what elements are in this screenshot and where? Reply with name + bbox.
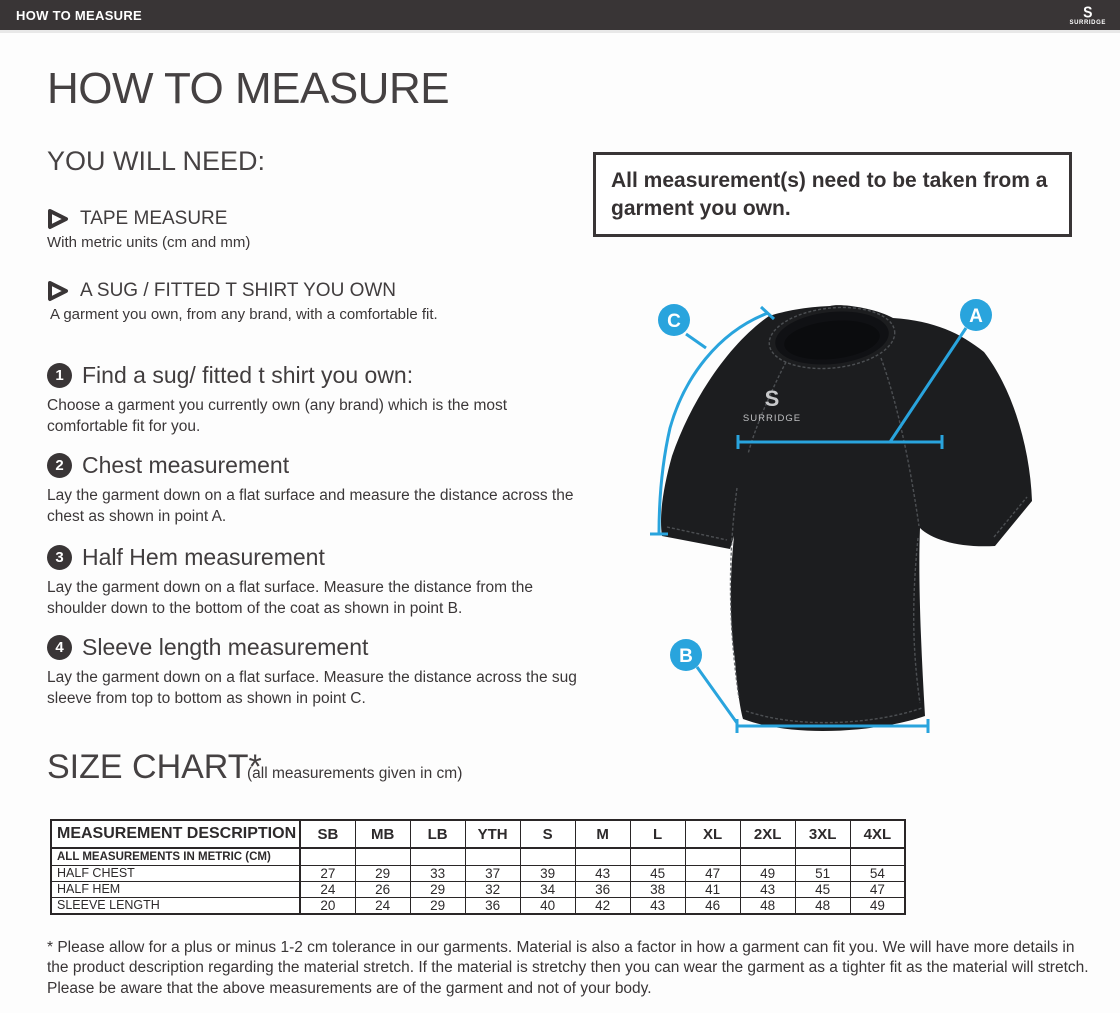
column-header-size: 2XL: [740, 820, 795, 848]
badge-b-label: B: [679, 646, 693, 667]
empty-cell: [630, 848, 685, 865]
triangle-bullet-icon: [47, 280, 69, 302]
table-row: [51, 865, 905, 881]
column-header-size: XL: [685, 820, 740, 848]
need-item-tape-measure: [47, 208, 607, 251]
column-header-size: S: [520, 820, 575, 848]
t-shirt-illustration: [661, 302, 1032, 731]
surridge-wordmark: SURRIDGE: [1069, 20, 1106, 26]
size-table-body: [51, 848, 905, 914]
step-2: [47, 452, 612, 528]
empty-cell: [300, 848, 355, 865]
header-title: HOW TO MEASURE: [16, 7, 143, 23]
step-number-badge: 1: [47, 363, 72, 388]
value-cell: 48: [740, 897, 795, 914]
step-number-badge: 2: [47, 453, 72, 478]
step-number-badge: 3: [47, 545, 72, 570]
table-row: [51, 881, 905, 897]
value-cell: 51: [795, 865, 850, 881]
need-item-description: With metric units (cm and mm): [47, 234, 251, 251]
measurement-notice-box: [593, 152, 1072, 237]
surridge-logo: [1069, 2, 1106, 26]
step-description: Lay the garment down on a flat surface. Measure the distance across the sug sleeve from top to bottom as shown in point C.: [47, 669, 577, 707]
value-cell: 32: [465, 881, 520, 897]
size-chart-heading: SIZE CHART*: [47, 748, 262, 786]
value-cell: 43: [575, 865, 630, 881]
empty-cell: [740, 848, 795, 865]
size-table-header-row: [51, 820, 905, 848]
column-header-size: LB: [410, 820, 465, 848]
value-cell: 47: [685, 865, 740, 881]
value-cell: 49: [850, 897, 905, 914]
step-description: Lay the garment down on a flat surface. Measure the distance from the shoulder down to the bottom of the coat as shown in point B.: [47, 579, 533, 617]
column-header-size: M: [575, 820, 630, 848]
empty-cell: [410, 848, 465, 865]
step-description: Lay the garment down on a flat surface and measure the distance across the chest as shown in point A.: [47, 487, 574, 525]
need-item-t-shirt: [47, 280, 607, 323]
column-header-size: YTH: [465, 820, 520, 848]
column-header-size: L: [630, 820, 685, 848]
table-row: [51, 897, 905, 914]
empty-cell: [465, 848, 520, 865]
value-cell: 45: [795, 881, 850, 897]
value-cell: 29: [410, 897, 465, 914]
value-cell: 29: [410, 881, 465, 897]
step-description: Choose a garment you currently own (any brand) which is the most comfortable fit for you.: [47, 397, 508, 435]
value-cell: 20: [300, 897, 355, 914]
column-header-size: 4XL: [850, 820, 905, 848]
step-number-badge: 4: [47, 635, 72, 660]
value-cell: 48: [795, 897, 850, 914]
header-divider: [0, 30, 1120, 33]
empty-cell: [520, 848, 575, 865]
value-cell: 43: [740, 881, 795, 897]
step-title: Chest measurement: [82, 452, 290, 478]
badge-a-label: A: [969, 306, 983, 327]
column-header-size: SB: [300, 820, 355, 848]
value-cell: 37: [465, 865, 520, 881]
step-1: [47, 362, 612, 438]
size-chart-note: (all measurements given in cm): [247, 765, 463, 782]
value-cell: 46: [685, 897, 740, 914]
column-header-size: MB: [355, 820, 410, 848]
you-will-need-heading: YOU WILL NEED:: [47, 146, 266, 176]
empty-cell: [795, 848, 850, 865]
empty-cell: [850, 848, 905, 865]
need-item-title: A SUG / FITTED T SHIRT YOU OWN: [80, 280, 397, 301]
value-cell: 29: [355, 865, 410, 881]
need-item-description: A garment you own, from any brand, with a comfortable fit.: [50, 306, 438, 323]
value-cell: 24: [355, 897, 410, 914]
b-badge-connector: [697, 667, 737, 723]
value-cell: 49: [740, 865, 795, 881]
row-label-cell: HALF CHEST: [51, 865, 300, 881]
empty-cell: [575, 848, 630, 865]
value-cell: 43: [630, 897, 685, 914]
value-cell: 47: [850, 881, 905, 897]
empty-cell: [685, 848, 740, 865]
page-title: HOW TO MEASURE: [47, 64, 450, 113]
value-cell: 36: [575, 881, 630, 897]
need-item-title: TAPE MEASURE: [80, 208, 228, 229]
row-label-cell: HALF HEM: [51, 881, 300, 897]
value-cell: 33: [410, 865, 465, 881]
value-cell: 26: [355, 881, 410, 897]
t-shirt-measurement-diagram: [600, 288, 1100, 768]
size-chart-table: [50, 819, 906, 915]
value-cell: 40: [520, 897, 575, 914]
step-title: Half Hem measurement: [82, 544, 325, 570]
value-cell: 41: [685, 881, 740, 897]
step-title: Sleeve length measurement: [82, 634, 369, 660]
value-cell: 54: [850, 865, 905, 881]
value-cell: 24: [300, 881, 355, 897]
value-cell: 45: [630, 865, 685, 881]
measurement-notice-text: All measurement(s) need to be taken from a garment you own.: [611, 169, 1048, 220]
column-header-description: MEASUREMENT DESCRIPTION: [51, 820, 300, 848]
value-cell: 42: [575, 897, 630, 914]
badge-c-label: C: [667, 311, 681, 332]
column-header-size: 3XL: [795, 820, 850, 848]
value-cell: 27: [300, 865, 355, 881]
c-badge-connector: [686, 334, 706, 348]
header-bar: [0, 0, 1120, 30]
step-title: Find a sug/ fitted t shirt you own:: [82, 362, 414, 388]
step-4: [47, 634, 612, 710]
triangle-bullet-icon: [47, 208, 69, 230]
subheader-cell: ALL MEASUREMENTS IN METRIC (CM): [51, 848, 300, 865]
t-shirt-body: [661, 305, 1032, 731]
step-3: [47, 544, 612, 620]
empty-cell: [355, 848, 410, 865]
shirt-logo-wordmark: SURRIDGE: [742, 413, 802, 424]
surridge-s-icon: S: [1083, 2, 1093, 22]
value-cell: 38: [630, 881, 685, 897]
value-cell: 34: [520, 881, 575, 897]
shirt-logo-s-icon: S: [764, 386, 780, 411]
size-chart-footnote: * Please allow for a plus or minus 1-2 cm tolerance in our garments. Material is also a factor in how a garment can fit you. We will have more details in the product description regarding the material stretch. If the material is stretchy then you can wear the garment as a tighter fit as the material will stretch. Please be aware that the above measurements are of the garment and not of your body.: [47, 939, 1089, 997]
value-cell: 36: [465, 897, 520, 914]
row-label-cell: SLEEVE LENGTH: [51, 897, 300, 914]
table-subheader-row: [51, 848, 905, 865]
value-cell: 39: [520, 865, 575, 881]
